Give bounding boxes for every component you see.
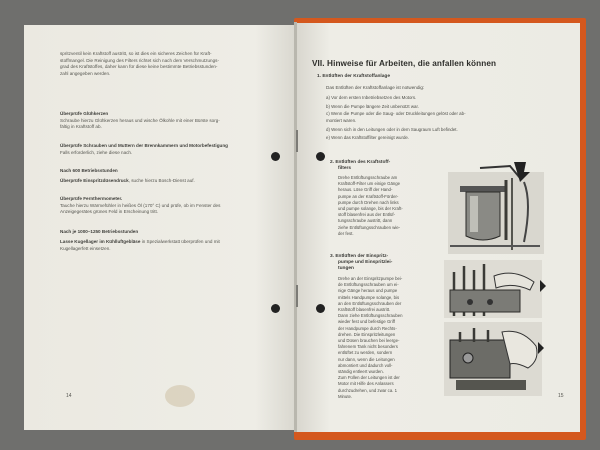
section1-title: 1. Entlüften der Kraftstoffanlage <box>317 74 391 79</box>
list-item: d) Wenn sich in den Leitungen oder in dem Saugraum Luft befindet. <box>326 126 458 132</box>
page-number-left: 14 <box>66 393 72 399</box>
left-page <box>24 25 296 430</box>
list-item: c) Wenn die Pumpe oder die Saug- oder Druckleitungen gelöst oder ab- <box>326 111 466 117</box>
staple <box>296 285 298 307</box>
block-kugellager: Lasse Kugellager im Kühlluftgebläse in Spezialwerkstatt überprüfen und mit Kugellagerfett einsetzen. <box>60 239 220 251</box>
punch-hole <box>271 304 280 313</box>
section3-text: Drehe an der Einspritzpumpe bei- de Entlüftungsschrauben um ei- nige Gänge heraus und pumpe mittels Handpumpe solange, bis an den Entlüftungsschrauben der Kraftstoff blasenfrei austritt. Dann ziehe Entlüftungsschrauben wieder fest und befestige Griff der Handpumpe durch Rechts- drehen. Die Einspritzleitungen und Düsen brauchen bei leerge- fahrenem Tank nicht besonders entlüftet zu werden, sondern nur dann, wenn die Leitungen abmontiert und dadurch voll- ständig entleert wurden. Zum Füllen der Leitungen ist der Motor mit Hilfe des Anlassers durchzudrehen, und zwar ca. 1 Minute. <box>338 276 403 399</box>
punch-hole <box>271 152 280 161</box>
list-item: a) Vor dem ersten Inbetriebsetzen des Motors. <box>326 95 417 100</box>
section2-text: Drehe Entlüftungsschraube am Kraftstoff-Filter um einige Gänge heraus. Löse Griff der Hand- pumpe an der Kraftstoff-Förder- pumpe durch Drehen nach links und pumpe solange, bis der Kraft- stoff blasenfrei aus der Entlüf- tungsschraube austritt, dann ziehe Entlüftungsschrauben wie- der fest. <box>338 175 403 236</box>
illustrations <box>440 160 580 400</box>
arrow-icon <box>540 280 546 292</box>
spine <box>294 22 297 432</box>
fuel-filter-illustration <box>448 162 544 254</box>
block-600-stunden: Nach 600 Betriebsstunden <box>60 168 118 173</box>
block-einspritzduese: Überprüfe Einspritzdüsendruck, suche hierzu Bosch-Dienst auf. <box>60 178 195 183</box>
block-fernthermometer: Überprüfe Fernthermometer. Tauche hierzu Wärmefühler in heißes Öl (170° C) und prüfe, ob im Fenster des Anzeigegerätes grünes Feld in Erscheinung tritt. <box>60 196 221 215</box>
paper-stain <box>165 385 195 407</box>
section1-list <box>326 94 566 143</box>
block-schrauben: Überprüfe Schrauben und Muttern der Brennkammern und Motorbefestigung Falls erforderlich, ziehe diese nach. <box>60 143 228 155</box>
list-item: b) Wenn die Pumpe längere Zeit unbenützt war. <box>326 103 419 109</box>
injection-pump-illustration <box>444 260 546 318</box>
block-1000-stunden: Nach je 1000–1250 Betriebsstunden <box>60 229 139 234</box>
section1-intro: Das Entlüften der Kraftstoffanlage ist notwendig: <box>326 85 425 90</box>
block-gluehkerzen: Überprüfe Glühkerzen Schraube hierzu Glühkerzen heraus und wische Ölkohle mit einer Bürste sorg- fältig in Kraftstoff ab. <box>60 111 220 130</box>
punch-hole <box>316 304 325 313</box>
list-item: e) Wenn das Kraftstoffilter gereinigt wurde. <box>326 135 410 141</box>
chapter-title: VII. Hinweise für Arbeiten, die anfallen können <box>312 59 497 68</box>
handpump-illustration <box>444 322 544 396</box>
list-item: montiert waren. <box>326 118 357 124</box>
left-intro: spritzventil kein Kraftstoff austritt, so ist dies ein sicheres Zeichen für Kraft- stoffmangel. Die Reinigung des Filters richtet sich nach dem Verschmutzungs- grad des Kraftstoffes, daher kann für diese keine bestimmte Betriebsstunden- zahl angegeben werden. <box>60 51 219 76</box>
page-number-right: 15 <box>558 393 564 399</box>
punch-hole <box>316 152 325 161</box>
section3-title: 3. Entlüften der Einspritz- pumpe und Einspritzlei- tungen <box>330 254 393 272</box>
staple <box>296 130 298 152</box>
section2-title: 2. Entlüften des Kraftstoff- filters <box>330 160 391 172</box>
